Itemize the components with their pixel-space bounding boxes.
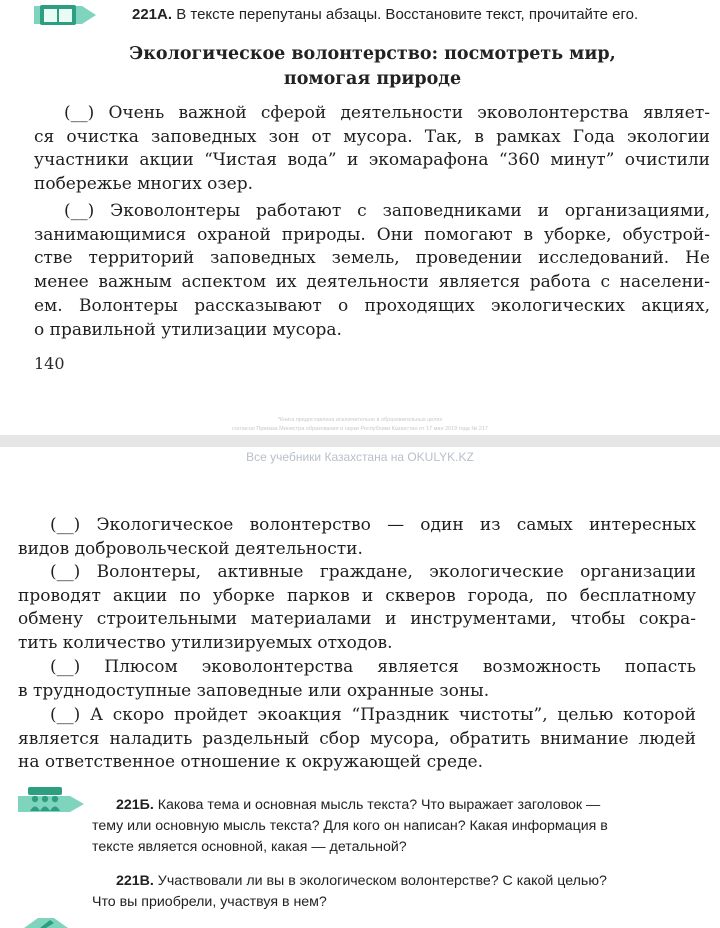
paragraph-line: побережье многих озер.	[34, 174, 254, 195]
text-title: Экологическое волонтерство: посмотреть мир,	[129, 44, 616, 64]
paragraph-6	[18, 704, 696, 775]
text-subtitle: помогая природе	[283, 69, 462, 89]
paragraph-line: ем. Волонтеры рассказывают о проходящих экологических акциях,	[34, 295, 710, 316]
paragraph-3	[18, 514, 696, 561]
paragraph-2	[34, 200, 710, 342]
paragraph-line: участники акции “Чистая вода” и экомарафона “360 минут” очистили	[34, 150, 710, 171]
pencil-icon	[24, 916, 74, 928]
paragraph-line: проводят акции по уборке парков и скверов города, по бесплатному	[18, 585, 696, 606]
task-221v	[92, 871, 698, 913]
paragraph-line: менее важным аспектом их деятельности является работа с населени-	[34, 272, 710, 293]
paragraph-4	[18, 561, 696, 656]
paragraph-line: стве территорий заповедных земель, проведении исследований. Не	[34, 248, 710, 269]
task-line: 221Б. Какова тема и основная мысль текста? Что выражает заголовок —	[116, 797, 601, 813]
open-book-icon	[34, 2, 96, 28]
footer-note: согласно Приказа Министра образования и науки Республики Казахстан от 17 мая 2019 года № 217	[232, 426, 488, 432]
paragraph-line: (__) Экологическое волонтерство — один из самых интересных	[50, 515, 696, 535]
paragraph-line: (__) Эковолонтеры работают с заповедниками и организациями,	[64, 201, 710, 221]
task-221b	[92, 795, 698, 858]
task-line: Что вы приобрели, участвуя в нем?	[92, 894, 327, 910]
paragraph-1	[34, 102, 710, 197]
watermark: Все учебники Казахстана на OKULYK.KZ	[246, 450, 474, 464]
paragraph-5	[18, 656, 696, 703]
task-line: тексте является основной, какая — детальной?	[92, 839, 407, 855]
page-divider	[0, 435, 720, 447]
paragraph-line: обмену строительными материалами и инструментами, чтобы сокра-	[18, 609, 696, 630]
paragraph-line: о правильной утилизации мусора.	[34, 319, 342, 340]
paragraph-line: занимающимися охраной природы. Они помогают в уборке, обустрой-	[34, 224, 710, 245]
task-line: 221В. Участвовали ли вы в экологическом волонтерстве? С какой целью?	[116, 873, 607, 889]
task-221a: 221А. В тексте перепутаны абзацы. Восстановите текст, прочитайте его.	[132, 6, 639, 23]
paragraph-line: является наладить раздельный сбор мусора, обратить внимание людей	[18, 728, 696, 749]
paragraph-line: (__) Плюсом эковолонтерства является возможность попасть	[50, 657, 696, 677]
paragraph-line: на ответственное отношение к окружающей среде.	[18, 752, 484, 773]
paragraph-line: тить количество утилизируемых отходов.	[18, 633, 393, 654]
paragraph-line: (__) А скоро пройдет экоакция “Праздник чистоты”, целью которой	[50, 705, 696, 725]
paragraph-line: (__) Волонтеры, активные граждане, экологические организации	[50, 562, 696, 582]
paragraph-line: (__) Очень важной сферой деятельности эковолонтерства являет-	[64, 103, 710, 123]
footer-note: *Книга предоставлена исключительно в образовательных целях	[277, 417, 443, 423]
paragraph-line: ся очистка заповедных зон от мусора. Так, в рамках Года экологии	[34, 126, 710, 147]
group-discussion-icon	[18, 786, 84, 816]
page-number: 140	[34, 354, 65, 373]
task-line: тему или основную мысль текста? Для кого он написан? Какая информация в	[92, 818, 608, 834]
paragraph-line: в труднодоступные заповедные или охранные зоны.	[18, 680, 490, 701]
paragraph-line: видов добровольческой деятельности.	[18, 538, 363, 559]
